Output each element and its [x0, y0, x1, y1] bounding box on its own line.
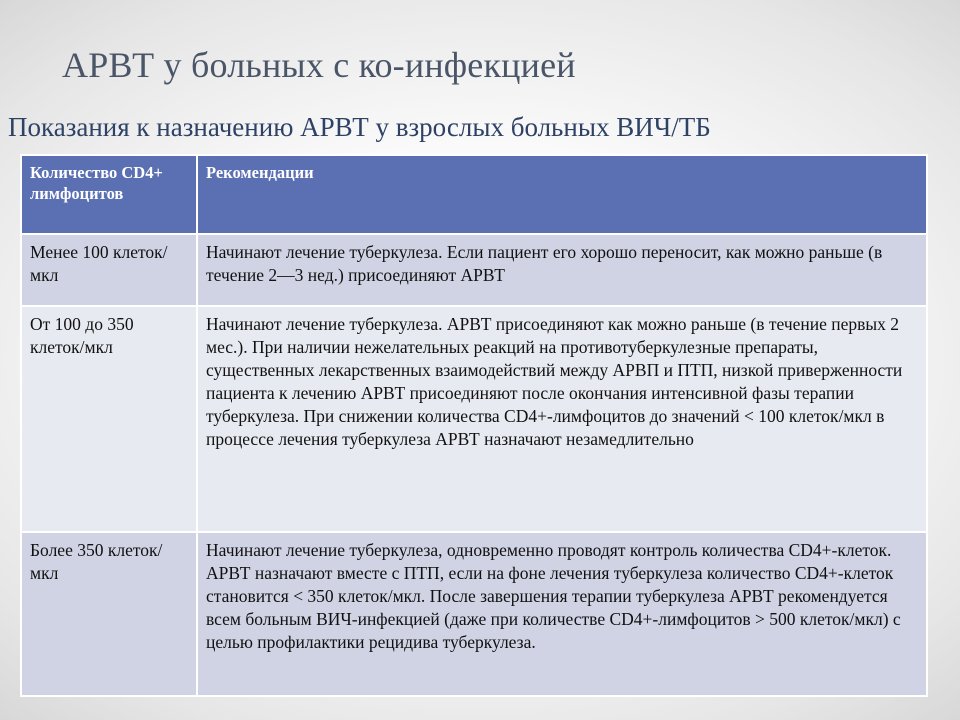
table-header-row [21, 155, 927, 234]
cd4-cell: От 100 до 350 клеток/мкл [21, 306, 197, 532]
recommendation-cell: Начинают лечение туберкулеза, одновременно проводят контроль количества CD4+-клеток. АРВТ назначают вместе с ПТП, если на фоне лечения туберкулеза количество CD4+-клеток становится < 350 клеток/мкл. После завершения терапии туберкулеза АРВТ рекомендуется всем больным ВИЧ-инфекцией (даже при количестве CD4+-лимфоцитов > 500 клеток/мкл) с целью профилактики рецидива туберкулеза. [197, 532, 927, 696]
recommendation-cell: Начинают лечение туберкулеза. Если пациент его хорошо переносит, как можно раньше (в течение 2—3 нед.) присоединяют АРВТ [197, 234, 927, 306]
recommendations-table-container [20, 154, 926, 697]
header-recommendations: Рекомендации [197, 155, 927, 234]
table-row [21, 234, 927, 306]
slide-title: АРВТ у больных с ко-инфекцией [62, 45, 576, 85]
recommendation-cell: Начинают лечение туберкулеза. АРВТ присоединяют как можно раньше (в течение первых 2 мес.). При наличии нежелательных реакций на противотуберкулезные препараты, существенных лекарственных взаимодействий между АРВП и ПТП, низкой приверженности пациента к лечению АРВТ присоединяют после окончания интенсивной фазы терапии туберкулеза. При снижении количества CD4+-лимфоцитов до значений < 100 клеток/мкл в процессе лечения туберкулеза АРВТ назначают незамедлительно [197, 306, 927, 532]
cd4-cell: Менее 100 клеток/мкл [21, 234, 197, 306]
header-cd4-count: Количество CD4+ лимфоцитов [21, 155, 197, 234]
recommendations-table [20, 154, 928, 697]
cd4-cell: Более 350 клеток/мкл [21, 532, 197, 696]
table-subtitle: Показания к назначению АРВТ у взрослых больных ВИЧ/ТБ [8, 112, 711, 142]
table-row [21, 532, 927, 696]
table-row [21, 306, 927, 532]
